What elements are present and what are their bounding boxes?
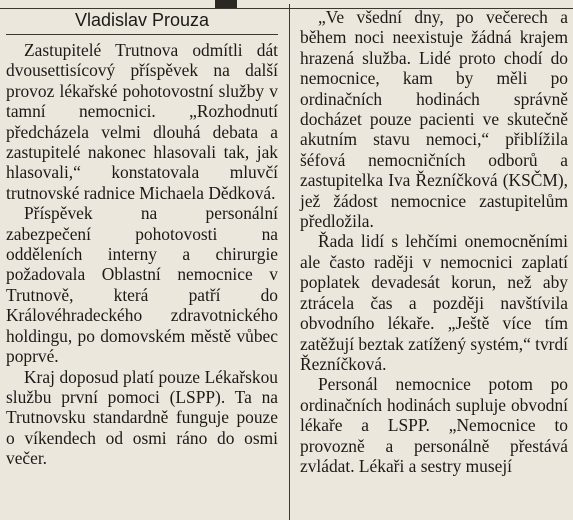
paragraph: Příspěvek na personální zabezpečení pohotovosti na odděleních interny a chirurgie požadovala Oblastní nemocnice v Trutnově, která patří do Královéhradeckého zdravotnického holdingu, po domovském městě vůbec poprvé.: [6, 203, 278, 367]
paragraph: Kraj doposud platí pouze Lékařskou službu první pomoci (LSPP). Ta na Trutnovsku standardně funguje pouze o víkendech od osmi ráno do osmi večer.: [6, 366, 278, 469]
right-column: [300, 7, 568, 476]
paragraph: „Ve všední dny, po večerech a během noci neexistuje žádná krajem hrazená služba. Lidé proto chodí do nemocnice, kam by měli po ordinačních hodinách správně docházet pouze pacienti ve skutečně akutním stavu nemoci,“ přiblížila šéfová nemocničních odborů a zastupitelka Iva Řezníčková (KSČM), jež žádost nemocnice zastupitelům předložila.: [300, 7, 568, 232]
paragraph: Řada lidí s lehčími onemocněními ale často raději v nemocnici zaplatí poplatek devadesát korun, než aby ztrácela čas a později navštívila obvodního lékaře. „Ještě více tím zatěžují beztak zatížený systém,“ tvrdí Řezníčková.: [300, 231, 568, 374]
paragraph: Zastupitelé Trutnova odmítli dát dvousettisícový příspěvek na další provoz lékařské pohotovostní služby v tamní nemocnici. „Rozhodnutí předcházela velmi dlouhá debata a zastupitelé nakonec hlasovali tak, jak hlasovali,“ konstatovala mluvčí trutnovské radnice Michaela Dědková.: [6, 40, 278, 203]
author-byline: Vladislav Prouza: [6, 10, 278, 35]
left-column: [6, 0, 278, 469]
column-divider: [289, 4, 290, 520]
paragraph: Personál nemocnice potom po ordinačních hodinách supluje obvodní lékaře a LSPP. „Nemocnice to provozně a personálně přestává zvládat. Lékaři a sestry musejí: [300, 374, 568, 476]
